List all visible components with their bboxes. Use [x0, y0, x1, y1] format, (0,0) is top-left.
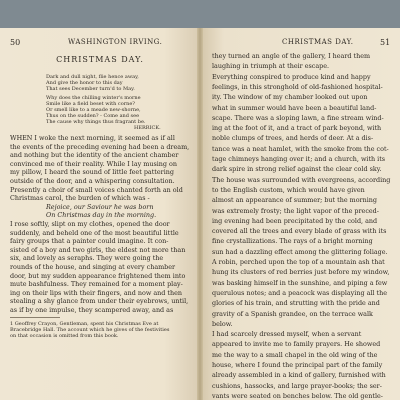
poem-line: Or smell like to a meade new-shorne, [46, 107, 141, 113]
body-line: A robin, perched upon the top of a mountain ash that [212, 258, 385, 266]
body-line: WHEN I woke the next morning, it seemed as if all [10, 134, 175, 142]
footnote-rule [10, 317, 60, 318]
body-line: almost an appearance of summer; but the morning [212, 196, 377, 205]
body-line: tage chimneys hanging over it; and a church, with its [212, 155, 386, 163]
body-line: I had scarcely dressed myself, when a servant [212, 330, 362, 339]
body-line: rounds of the house, and singing at every chamber [10, 263, 176, 271]
page-number-right: 51 [380, 38, 391, 47]
body-line: and nothing but the identity of the ancient chamber [10, 151, 179, 160]
body-line: querulous notes; and a peacock was displaying all the [212, 288, 387, 297]
body-line: On Christmas day in the morning. [46, 211, 157, 220]
body-line: hung its clusters of red berries just before my window, [212, 268, 390, 277]
body-line: cushions, hassocks, and large prayer-books; the ser- [212, 381, 382, 390]
poem-line: And give the honor to this day [46, 80, 123, 86]
body-line: suddenly, and beheld one of the most beautiful little [10, 228, 179, 237]
body-line: I rose softly, slipt on my clothes, opened the door [10, 220, 170, 228]
running-head-right: CHRISTMAS DAY. [282, 38, 354, 46]
chapter-title: CHRISTMAS DAY. [56, 55, 144, 64]
footnote-line: 1 Geoffrey Crayon, Gentleman, spent his Christmas Eve at [10, 320, 159, 327]
body-line: feelings, in this stronghold of old-fashioned hospital- [212, 82, 383, 91]
body-line: six, and lovely as seraphs. They were going the [10, 254, 164, 263]
body-line: was basking himself in the sunshine, and piping a few [212, 278, 388, 287]
body-line: Everything conspired to produce kind and happy [212, 72, 371, 81]
poem-line: Thus on the sudden? - Come and see [46, 113, 140, 119]
body-line: appeared to invite me to family prayers. He showed [212, 340, 381, 349]
body-line: ing at the foot of it, and a tract of park beyond, with [212, 124, 382, 133]
body-line: sisted of a boy and two girls, the eldest not more than [10, 245, 186, 254]
footnote-line: on that occasion is omitted from this book. [10, 332, 119, 339]
body-line: glories of his train, and strutting with the pride and [212, 299, 380, 308]
body-line: was extremely frosty; the light vapor of the preced- [212, 206, 379, 215]
body-line: noble clumps of trees, and herds of deer. At a dis- [212, 134, 374, 143]
poem-line: The cause why things thus fragrant be. [46, 119, 146, 125]
right-page [200, 28, 400, 400]
body-line: dark spire in strong relief against the clear cold sky. [212, 165, 382, 174]
body-line: covered all the trees and every blade of grass with its [212, 227, 387, 236]
body-line: stealing a shy glance from under their eyebrows, until, [10, 297, 189, 306]
poem-line: Dark and dull night, flie hence away, [46, 74, 139, 80]
body-line: Christmas carol, the burden of which was - [10, 194, 150, 203]
body-line: gravity of a Spanish grandee, on the terrace walk [212, 309, 373, 318]
poem-attribution: HERRICK. [134, 125, 161, 131]
body-line: laughing in triumph at their escape. [212, 62, 330, 71]
body-line: sun had a dazzling effect among the glittering foliage. [212, 247, 388, 256]
body-line: my pillow, I heard the sound of little feet pattering [10, 168, 174, 177]
body-line: mute bashfulness. They remained for a moment play- [10, 280, 183, 289]
body-line: they turned an angle of the gallery, I heard them [212, 52, 371, 60]
body-line: Rejoice, our Saviour he was born [46, 202, 154, 211]
page-number-left: 50 [10, 38, 21, 47]
body-line: vants were seated on benches below. The old gentle- [212, 391, 383, 400]
body-line: outside of the door, and a whispering consultation. [10, 177, 175, 185]
open-book [0, 28, 400, 400]
book-spine [197, 28, 203, 400]
body-line: door, but my sudden appearance frightened them into [10, 271, 186, 280]
body-line: ing evening had been precipitated by the cold, and [212, 216, 378, 225]
body-line: Presently a choir of small voices chanted forth an old [10, 185, 183, 194]
running-head-left: WASHINGTON IRVING. [68, 38, 163, 46]
body-line: ity. The window of my chamber looked out upon [212, 93, 368, 102]
body-line: The house was surrounded with evergreens, according [212, 175, 391, 184]
body-line: as if by one impulse, they scampered away, and as [10, 306, 174, 314]
poem-line: That sees December turn'd to May. [46, 86, 135, 92]
body-line: tance was a neat hamlet, with the smoke from the cot- [212, 144, 389, 153]
poem-line: Why does the chilling winter's morne [46, 95, 141, 101]
body-line: already assembled in a kind of gallery, furnished with [212, 371, 386, 380]
body-line: fine crystallizations. The rays of a bright morning [212, 237, 373, 246]
body-line: below. [212, 319, 233, 328]
left-page [0, 28, 200, 400]
body-line: fairy groups that a painter could imagine. It con- [10, 237, 169, 246]
body-line: me the way to a small chapel in the old wing of the [212, 350, 378, 359]
footnote-line: Bracebridge Hall. The account which he gives of the festivities [10, 326, 170, 333]
body-line: what in summer would have been a beautiful land- [212, 103, 377, 112]
poem-line: Smile like a field beset with corne? [46, 101, 135, 107]
body-line: scape. There was a sloping lawn, a fine stream wind- [212, 113, 384, 122]
body-line: house, where I found the principal part of the family [212, 361, 383, 369]
body-line: ing on their lips with their fingers, and now and then [10, 288, 182, 297]
body-line: convinced me of their reality. While I lay musing on [10, 159, 177, 168]
body-line: to the English custom, which would have given [212, 185, 365, 194]
body-line: the events of the preceding evening had been a dream, [10, 142, 190, 151]
